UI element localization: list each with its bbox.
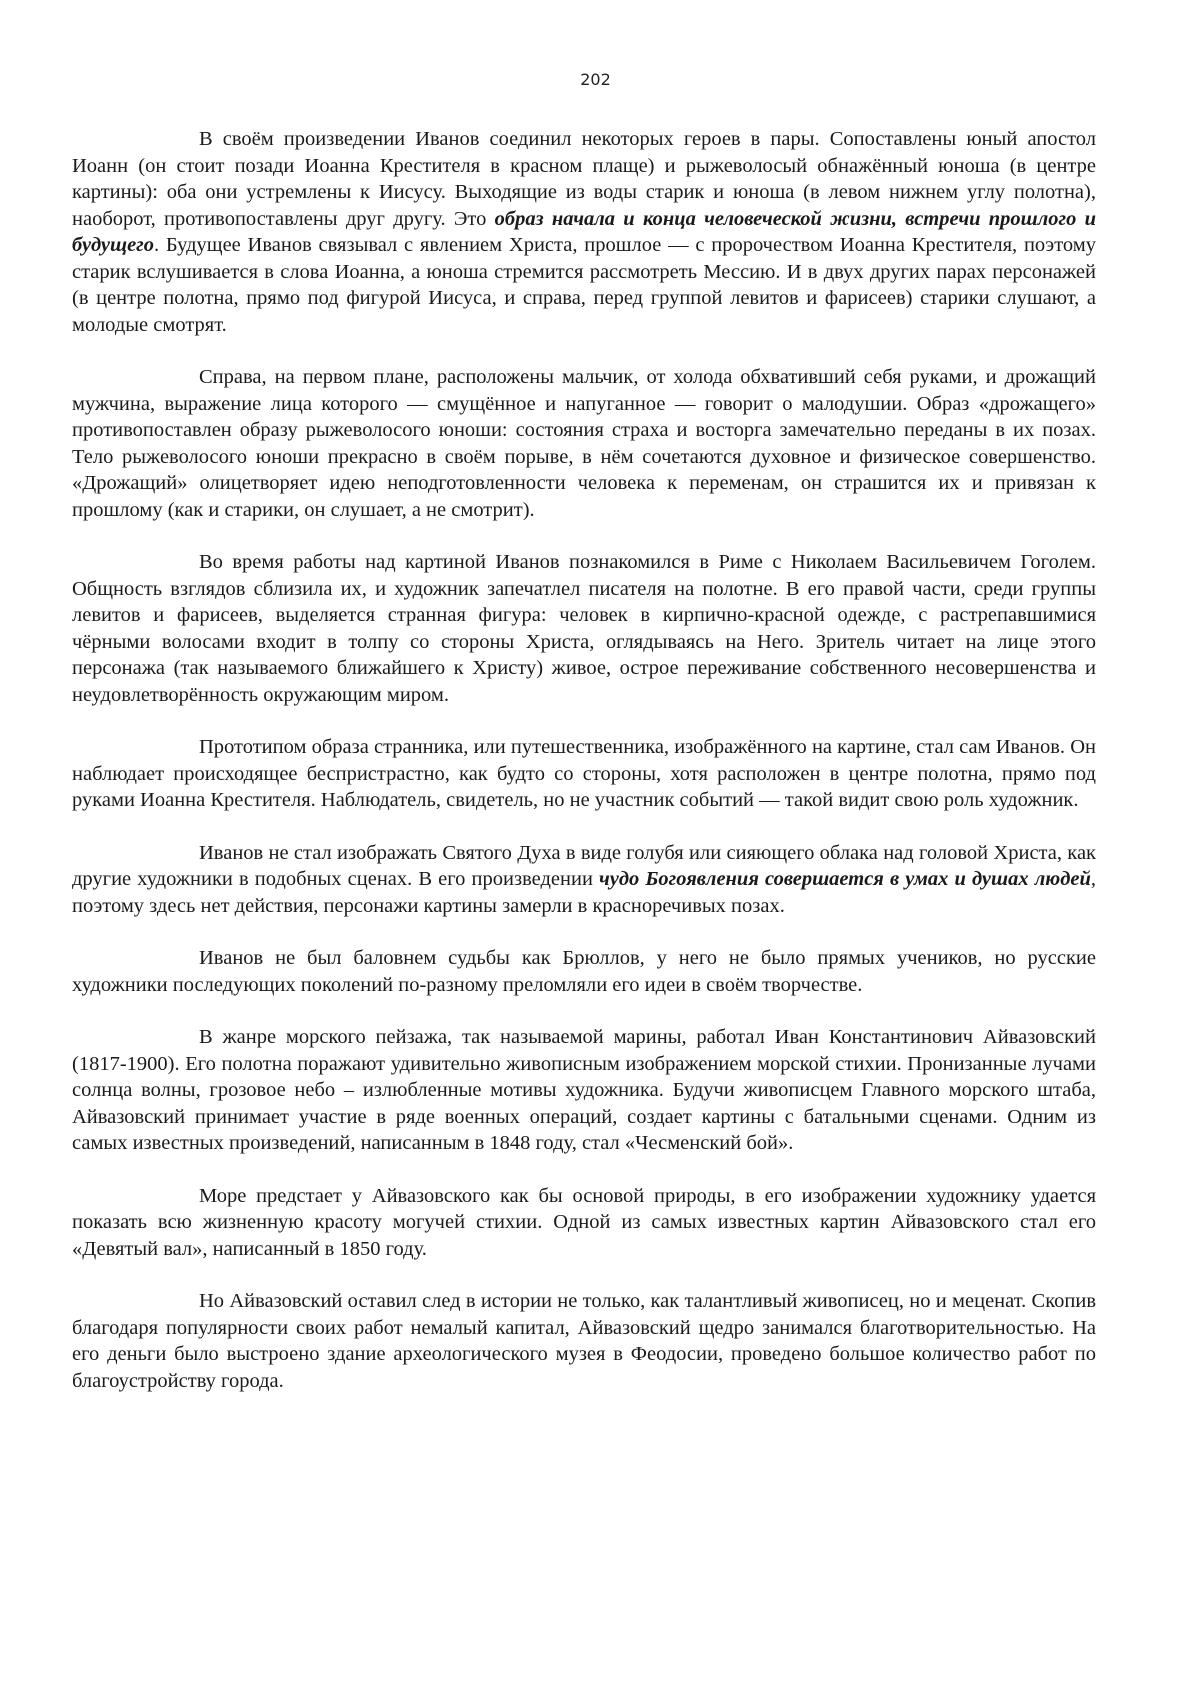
- paragraph-text: В своём произведении Иванов соединил некоторых героев в пары. Сопоставлены юный апостол Иоанн (он стоит позади Иоанна Крестителя в красном плаще) и рыжеволосый обнажённый юноша (в центре картины): оба они устремлены к Иисусу. Выходящие из воды старик и юноша (в левом нижнем углу полотна), наоборот, противопоставлены друг другу. Это: [72, 128, 1096, 230]
- paragraph-text: , поэтому здесь нет действия, персонажи картины замерли в красноречивых позах.: [72, 868, 1097, 917]
- paragraph-text: Но Айвазовский оставил след в истории не только, как талантливый живописец, но и меценат. Скопив благодаря популярности своих работ немалый капитал, Айвазовский щедро занимался благотворительностью. На его деньги было выстроено здание археологического музея в Феодосии, проведено большое количество работ по благоустройству города.: [72, 1290, 1096, 1392]
- paragraph: [72, 1288, 1096, 1394]
- paragraph: [72, 840, 1096, 920]
- paragraph-text: Море предстает у Айвазовского как бы основой природы, в его изображении художнику удается показать всю жизненную красоту могучей стихии. Одной из самых известных картин Айвазовского стал его «Девятый вал», написанный в 1850 году.: [72, 1184, 1096, 1260]
- emphasized-text: чудо Богоявления совершается в умах и душах людей: [599, 868, 1091, 890]
- paragraph-text: Во время работы над картиной Иванов познакомился в Риме с Николаем Васильевичем Гоголем. Общность взглядов сблизила их, и художник запечатлел писателя на полотне. В его правой части, среди группы левитов и фарисеев, выделяется странная фигура: человек в кирпично-красной одежде, с растрепавшимися чёрными волосами входит в толпу со стороны Христа, оглядываясь на Него. Зритель читает на лице этого персонажа (так называемого ближайшего к Христу) живое, острое переживание собственного несовершенства и неудовлетворённость окружающим миром.: [72, 551, 1096, 706]
- paragraph: [72, 364, 1096, 523]
- paragraph: [72, 734, 1096, 814]
- paragraph-text: Прототипом образа странника, или путешественника, изображённого на картине, стал сам Иванов. Он наблюдает происходящее беспристрастно, как будто со стороны, хотя расположен в центре полотна, прямо под руками Иоанна Крестителя. Наблюдатель, свидетель, но не участник событий — такой видит свою роль художник.: [72, 736, 1096, 811]
- paragraph: [72, 126, 1096, 338]
- paragraph: [72, 1183, 1096, 1263]
- emphasized-text: образ начала и конца человеческой жизни, встречи прошлого и будущего: [72, 207, 1096, 256]
- paragraph-text: Иванов не стал изображать Святого Духа в виде голубя или сияющего облака над головой Христа, как другие художники в подобных сценах. В его произведении: [72, 841, 1096, 890]
- paragraph-text: . Будущее Иванов связывал с явлением Христа, прошлое — с пророчеством Иоанна Крестителя, поэтому старик вслушивается в слова Иоанна, а юноша стремится рассмотреть Мессию. И в двух других парах персонажей (в центре полотна, прямо под фигурой Иисуса, и справа, перед группой левитов и фарисеев) старики слушают, а молодые смотрят.: [72, 234, 1096, 336]
- paragraph-text: Иванов не был баловнем судьбы как Брюллов, у него не было прямых учеников, но русские художники последующих поколений по-разному преломляли его идеи в своём творчестве.: [72, 947, 1096, 996]
- paragraph-text: В жанре морского пейзажа, так называемой марины, работал Иван Константинович Айвазовский (1817-1900). Его полотна поражают удивительно живописным изображением морской стихии. Пронизанные лучами солнца волны, грозовое небо – излюбленные мотивы художника. Будучи живописцем Главного морского штаба, Айвазовский принимает участие в ряде военных операций, создает картины с батальными сценами. Одним из самых известных произведений, написанным в 1848 году, стал «Чесменский бой».: [72, 1026, 1096, 1154]
- paragraph: [72, 1024, 1096, 1157]
- paragraph: [72, 945, 1096, 998]
- page-number: 202: [580, 70, 611, 89]
- paragraph: [72, 549, 1096, 708]
- paragraph-text: Справа, на первом плане, расположены мальчик, от холода обхвативший себя руками, и дрожащий мужчина, выражение лица которого — смущённое и напуганное — говорит о малодушии. Образ «дрожащего» противопоставлен образу рыжеволосого юноши: состояния страха и восторга замечательно переданы в их позах. Тело рыжеволосого юноши прекрасно в своём порыве, в нём сочетаются духовное и физическое совершенство. «Дрожащий» олицетворяет идею неподготовленности человека к переменам, он страшится их и привязан к прошлому (как и старики, он слушает, а не смотрит).: [72, 366, 1096, 521]
- document-body: [72, 126, 1096, 1420]
